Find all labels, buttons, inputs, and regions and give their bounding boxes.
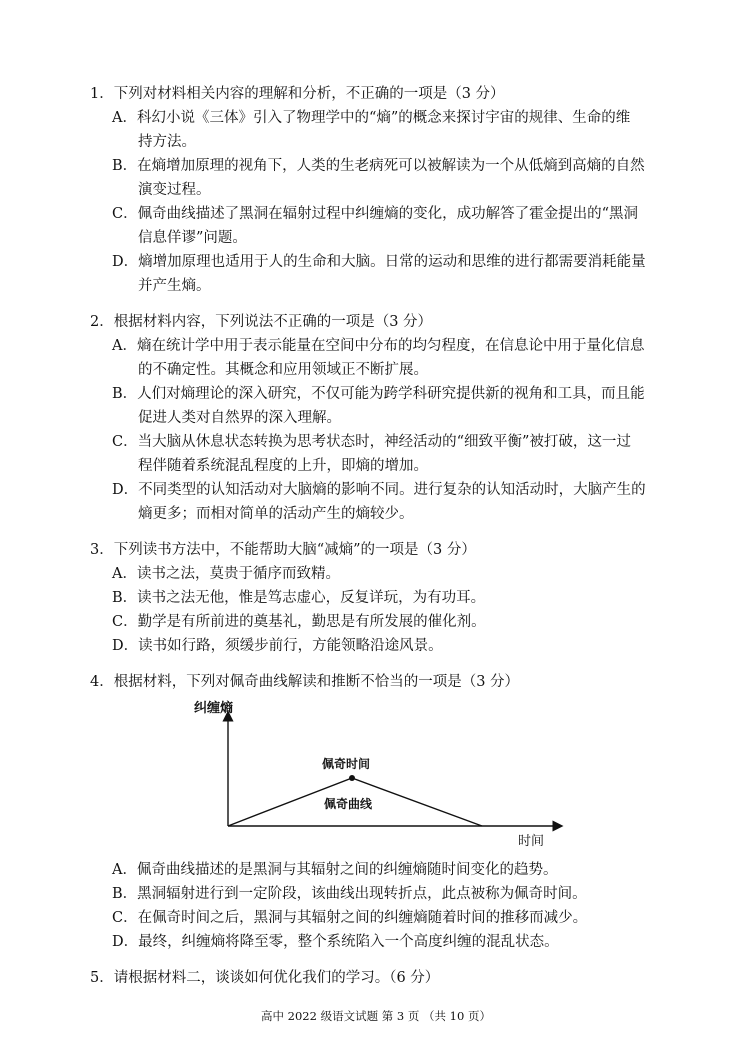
q2-option-c-cont: 程伴随着系统混乱程度的上升，即熵的增加。 — [138, 458, 428, 474]
q2-option-d: D．不同类型的认知活动对大脑熵的影响不同。进行复杂的认知活动时，大脑产生的 — [112, 482, 646, 498]
q1-stem: 1．下列对材料相关内容的理解和分析，不正确的一项是（3 分） — [90, 86, 505, 102]
q1-option-b: B．在熵增加原理的视角下，人类的生老病死可以被解读为一个从低熵到高熵的自然 — [112, 158, 645, 174]
q2-option-a-cont: 的不确定性。其概念和应用领域正不断扩展。 — [138, 362, 428, 378]
q1-option-a-cont: 持方法。 — [138, 134, 196, 150]
page-footer: 高中 2022 级语文试题 第 3 页 （共 10 页） — [261, 1009, 491, 1023]
q5-stem: 5．请根据材料二，谈谈如何优化我们的学习。（6 分） — [90, 970, 440, 986]
curve-label: 佩奇曲线 — [324, 797, 373, 811]
y-axis-label: 纠缠熵 — [194, 701, 234, 716]
q3-stem: 3．下列读书方法中，不能帮助大脑“减熵”的一项是（3 分） — [90, 542, 476, 558]
q4-option-d: D．最终，纠缠熵将降至零，整个系统陷入一个高度纠缠的混乱状态。 — [112, 934, 559, 950]
q1-option-b-cont: 演变过程。 — [138, 182, 211, 198]
q2-option-b: B．人们对熵理论的深入研究，不仅可能为跨学科研究提供新的视角和工具，而且能 — [112, 386, 645, 402]
q2-stem: 2．根据材料内容，下列说法不正确的一项是（3 分） — [90, 314, 433, 330]
q2-option-c: C．当大脑从休息状态转换为思考状态时，神经活动的“细致平衡”被打破，这一过 — [112, 434, 631, 450]
q3-option-d: D．读书如行路，须缓步前行，方能领略沿途风景。 — [112, 638, 443, 654]
q4-option-c: C．在佩奇时间之后，黑洞与其辐射之间的纠缠熵随着时间的推移而减少。 — [112, 910, 588, 926]
q1-option-c: C．佩奇曲线描述了黑洞在辐射过程中纠缠熵的变化，成功解答了霍金提出的“黑洞 — [112, 206, 639, 222]
q4-option-b: B．黑洞辐射进行到一定阶段，该曲线出现转折点，此点被称为佩奇时间。 — [112, 886, 587, 902]
q3-option-a: A．读书之法，莫贵于循序而致精。 — [112, 566, 340, 582]
page-time-point — [349, 775, 355, 781]
q3-option-b: B．读书之法无他，惟是笃志虚心，反复详玩，为有功耳。 — [112, 590, 486, 606]
q1-option-a: A．科幻小说《三体》引入了物理学中的“熵”的概念来探讨宇宙的规律、生命的维 — [112, 110, 631, 126]
q1-option-d: D．熵增加原理也适用于人的生命和大脑。日常的运动和思维的进行都需要消耗能量 — [112, 254, 646, 270]
q2-option-a: A．熵在统计学中用于表示能量在空间中分布的均匀程度，在信息论中用于量化信息 — [112, 338, 645, 354]
q1-option-c-cont: 信息佯谬”问题。 — [138, 230, 247, 246]
q3-option-c: C．勤学是有所前进的奠基礼，勤思是有所发展的催化剂。 — [112, 614, 486, 630]
q2-option-b-cont: 促进人类对自然界的深入理解。 — [138, 410, 341, 426]
x-axis-label: 时间 — [518, 834, 545, 849]
q4-stem: 4．根据材料，下列对佩奇曲线解读和推断不恰当的一项是（3 分） — [90, 674, 520, 690]
q2-option-d-cont: 熵更多；而相对简单的活动产生的熵较少。 — [138, 506, 414, 522]
q4-option-a: A．佩奇曲线描述的是黑洞与其辐射之间的纠缠熵随时间变化的趋势。 — [112, 862, 558, 878]
peak-label: 佩奇时间 — [322, 757, 371, 771]
page-curve-figure — [186, 694, 566, 854]
q1-option-d-cont: 并产生熵。 — [138, 278, 211, 294]
